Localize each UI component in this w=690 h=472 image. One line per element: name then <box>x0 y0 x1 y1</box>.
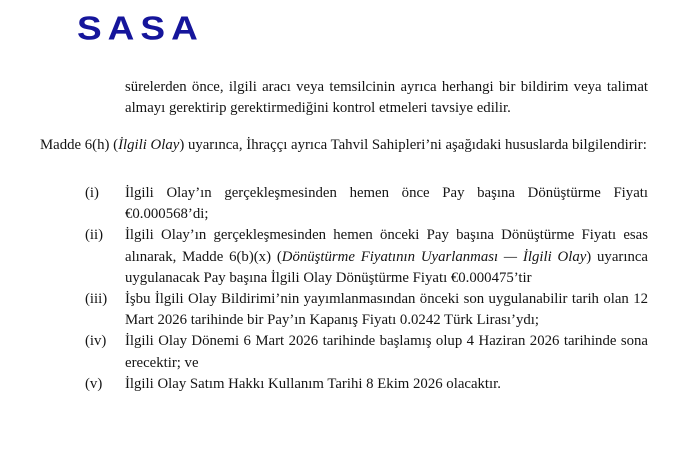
list-item-text: İşbu İlgili Olay Bildirimi’nin yayımlanmasından önceki son uygulanabilir tarih olan 12 Mart 2026 tarihinde bir Pay’ın Kapanış Fiyatı 0.0242 Türk Lirası’ydı; <box>125 291 648 329</box>
paragraph-madde: Madde 6(h) (İlgili Olay) uyarınca, İhraççı ayrıca Tahvil Sahipleri’ni aşağıdaki hususlarda bilgilendirir: <box>40 137 647 153</box>
list-item-number: (ii) <box>85 227 104 244</box>
list-item-i <box>85 183 648 225</box>
sasa-logo: SASA <box>77 10 204 47</box>
list-item-number: (v) <box>85 375 103 392</box>
list-item-text: İlgili Olay’ın gerçekleşmesinden hemen önce Pay başına Dönüştürme Fiyatı €0.000568’di; <box>125 185 648 223</box>
list-item-number: (iii) <box>85 291 108 308</box>
list-item-text: İlgili Olay’ın gerçekleşmesinden hemen önceki Pay başına Dönüştürme Fiyatı esas alınarak, Madde 6(b)(x) (Dönüştürme Fiyatının Uyarlanması — İlgili Olay) uyarınca uygulanacak Pay başına İlgili Olay Dönüştürme Fiyatı €0.000475’tir <box>125 227 648 286</box>
list-item-text: İlgili Olay Satım Hakkı Kullanım Tarihi 8 Ekim 2026 olacaktır. <box>125 375 501 392</box>
list-item-number: (i) <box>85 185 99 201</box>
list-item-ii <box>85 225 648 289</box>
list-item-iv <box>85 331 648 373</box>
list-item-v <box>85 374 648 395</box>
list-item-iii <box>85 289 648 331</box>
ordered-list <box>85 183 648 395</box>
list-item-number: (iv) <box>85 333 107 350</box>
paragraph-continuation: sürelerden önce, ilgili aracı veya temsilcinin ayrıca herhangi bir bildirim veya talimat almayı gerektirip gerektirmediğini kontrol etmeleri tavsiye edilir. <box>125 79 648 117</box>
list-item-text: İlgili Olay Dönemi 6 Mart 2026 tarihinde başlamış olup 4 Haziran 2026 tarihinde sona erecektir; ve <box>125 333 648 371</box>
